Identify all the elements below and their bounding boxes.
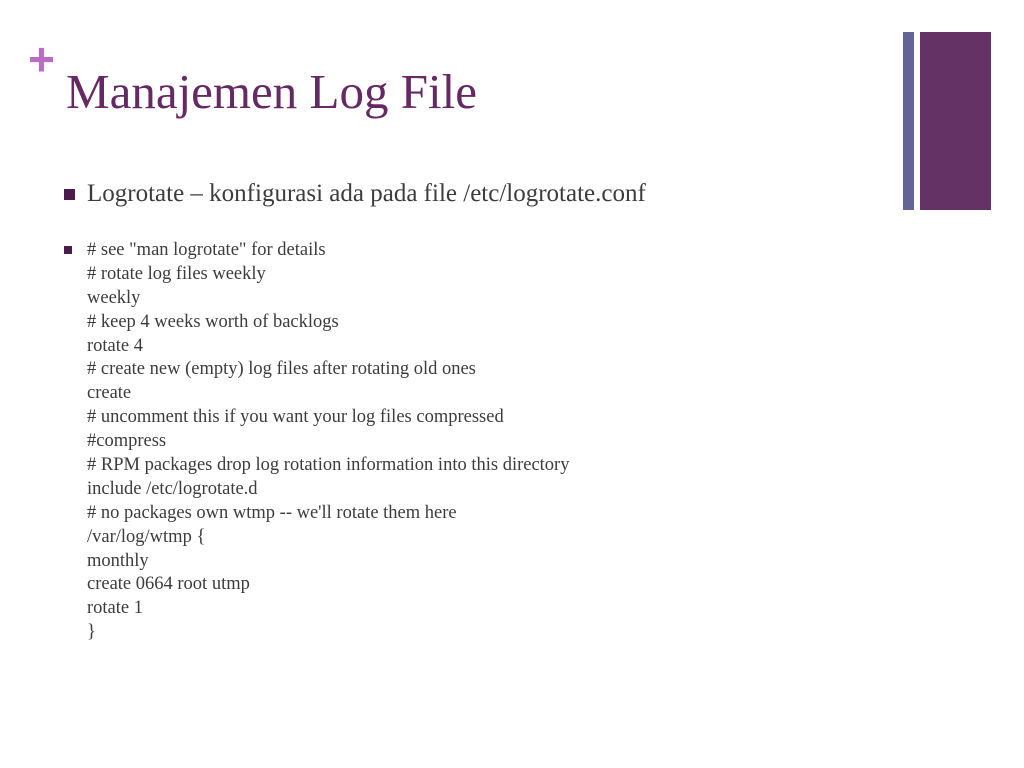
- code-line: # rotate log files weekly: [87, 263, 266, 284]
- code-line: # create new (empty) log files after rotating old ones: [87, 359, 476, 380]
- code-line: monthly: [87, 550, 149, 571]
- plus-decoration: +: [28, 33, 55, 85]
- code-line: # keep 4 weeks worth of backlogs: [87, 311, 339, 332]
- accent-bar-thin: [903, 32, 914, 210]
- code-line: /var/log/wtmp {: [87, 526, 206, 547]
- code-line: rotate 1: [87, 598, 143, 619]
- code-line: # RPM packages drop log rotation information into this directory: [87, 455, 570, 476]
- accent-bar-thick: [920, 32, 991, 210]
- code-line: include /etc/logrotate.d: [87, 478, 258, 499]
- bullet-logrotate: Logrotate – konfigurasi ada pada file /etc/logrotate.conf: [87, 180, 646, 207]
- code-line: # no packages own wtmp -- we'll rotate them here: [87, 502, 457, 523]
- code-line: }: [87, 622, 96, 643]
- code-line: # uncomment this if you want your log files compressed: [87, 407, 504, 428]
- bullet-marker-code: [64, 246, 72, 254]
- code-line: create: [87, 383, 132, 404]
- config-code-block: [87, 239, 569, 645]
- slide-title: Manajemen Log File: [66, 64, 477, 119]
- code-line: # see "man logrotate" for details: [87, 240, 326, 260]
- code-line: rotate 4: [87, 335, 143, 356]
- code-line: weekly: [87, 287, 141, 308]
- bullet-marker: [64, 189, 75, 200]
- code-line: create 0664 root utmp: [87, 574, 250, 595]
- code-line: #compress: [87, 431, 167, 452]
